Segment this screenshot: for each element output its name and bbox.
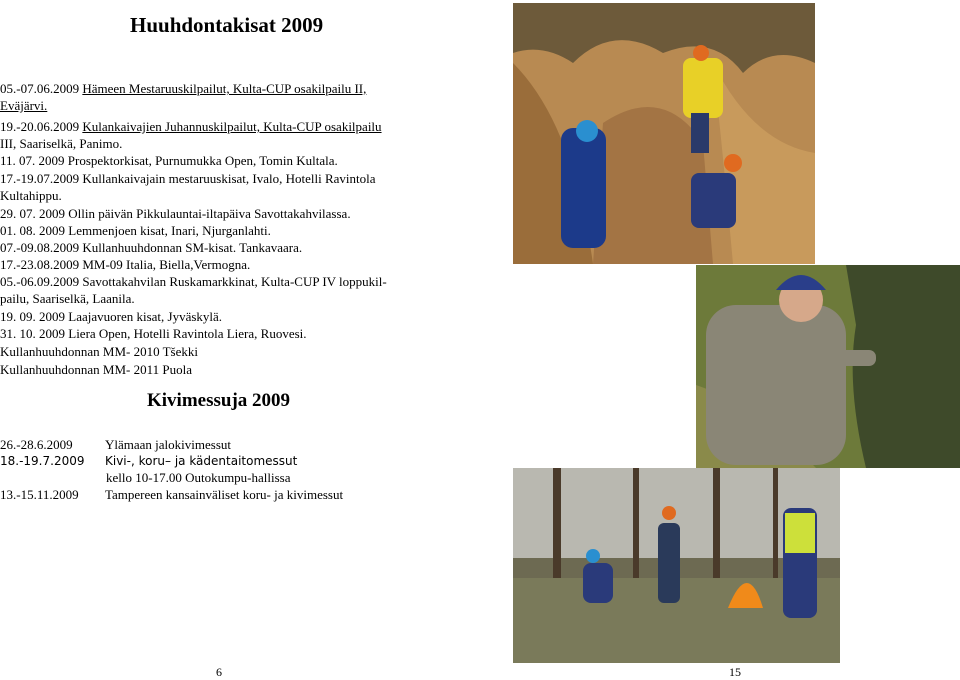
page-number-left: 6 [216,665,222,679]
photo-forest-campfire [513,468,840,663]
event-2-line1: 19.-20.06.2009 Kulankaivajien Juhannuskilpailut, Kulta-CUP osakilpailu [0,119,382,134]
event-10: 19. 09. 2009 Laajavuoren kisat, Jyväskylä. [0,309,223,324]
event-1-line2: Eväjärvi. [0,98,48,113]
event-4-line1: 17.-19.07.2009 Kullankaivajain mestaruuskisat, Ivalo, Hotelli Ravintola [0,171,376,186]
event-4-line2: Kultahippu. [0,188,62,203]
photo-man-inspecting-rock [696,265,960,468]
event-12: Kullanhuuhdonnan MM- 2010 Tšekki [0,344,198,359]
event-9-line2: pailu, Saariselkä, Laanila. [0,291,135,306]
event-13: Kullanhuuhdonnan MM- 2011 Puola [0,362,192,377]
event-6: 01. 08. 2009 Lemmenjoen kisat, Inari, Njurganlahti. [0,223,271,238]
event-1-line1: 05.-07.06.2009 Hämeen Mestaruuskilpailut, Kulta-CUP osakilpailu II, [0,81,367,96]
event-3: 11. 07. 2009 Prospektorkisat, Purnumukka Open, Tomin Kultala. [0,153,338,168]
photo-digging-trench [513,3,815,264]
event-9-line1: 05.-06.09.2009 Savottakahvilan Ruskamarkkinat, Kulta-CUP IV loppukil- [0,274,387,289]
section-title-kivimessuja: Kivimessuja 2009 [147,390,291,411]
event-11: 31. 10. 2009 Liera Open, Hotelli Ravintola Liera, Ruovesi. [0,326,307,341]
page-title: Huuhdontakisat 2009 [130,13,324,37]
event-5: 29. 07. 2009 Ollin päivän Pikkulauntai-iltapäiva Savottakahvilassa. [0,206,351,221]
event-8: 17.-23.08.2009 MM-09 Italia, Biella,Vermogna. [0,257,251,272]
page-number-right: 15 [729,665,741,679]
event-7: 07.-09.08.2009 Kullanhuuhdonnan SM-kisat. Tankavaara. [0,240,303,255]
event-2-line2: III, Saariselkä, Panimo. [0,136,123,151]
